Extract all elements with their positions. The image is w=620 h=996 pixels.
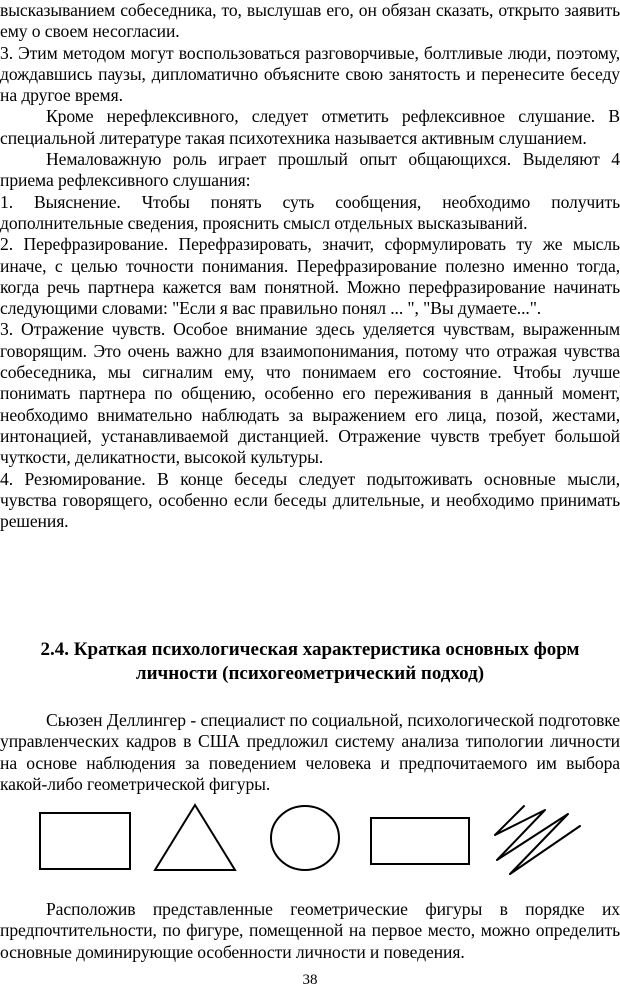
body-text-intro [0, 710, 620, 795]
rectangle-figure [371, 818, 469, 864]
paragraph-paraphrasing: 2. Перефразирование. Перефразировать, значит, сформулировать ту же мысль иначе, с целью точности понимания. Перефразирование полезно именно тогда, когда речь партнера кажется вам понятной. Можно перефразирование начинать следующими словами: "Если я вас правильно понял ... ", "Вы думаете...". [0, 234, 620, 319]
triangle-figure [155, 805, 235, 870]
paragraph-summarizing: 4. Резюмирование. В конце беседы следует подытоживать основные мысли, чувства говорящего, особенно если беседы длительные, и необходимо принимать решения. [0, 468, 620, 532]
paragraph-four-methods: Немаловажную роль играет прошлый опыт общающихся. Выделяют 4 приема рефлексивного слушания: [0, 149, 620, 191]
paragraph-reflecting-feelings: 3. Отражение чувств. Особое внимание здесь уделяется чувствам, выраженным говорящим. Это очень важно для взаимопонимания, потому что отражая чувства собеседника, мы сигналим ему, что понимаем его состояние. Чтобы лучше понимать партнера по общению, особенно его переживания в данный момент, необходимо внимательно наблюдать за выражением его лица, позой, жестами, интонацией, устанавливаемой дистанцией. Отражение чувств требует большой чуткости, деликатности, высокой культуры. [0, 319, 620, 468]
zigzag-figure [495, 806, 580, 874]
section-heading: 2.4. Краткая психологическая характеристика основных форм личности (психогеометрический подход) [40, 639, 580, 684]
geometric-figures-illustration [0, 800, 620, 880]
paragraph-clarification: 1. Выяснение. Чтобы понять суть сообщения, необходимо получить дополнительные сведения, прояснить смысл отдельных высказываний. [0, 191, 620, 233]
paragraph-reflexive-listening: Кроме нерефлексивного, следует отметить рефлексивное слушание. В специальной литературе такая психотехника называется активным слушанием. [0, 106, 620, 148]
paragraph-dellinger-intro: Сьюзен Деллингер - специалист по социальной, психологической подготовке управленческих кадров в США предложил систему анализа типологии личности на основе наблюдения за поведением человека и предпочитаемого им выбора какой-либо геометрической фигуры. [0, 710, 620, 794]
paragraph-continuation: высказыванием собеседника, то, выслушав его, он обязан сказать, открыто заявить ему о своем несогласии. [0, 0, 620, 42]
paragraph-figure-preference: Расположив представленные геометрические фигуры в порядке их предпочтительности, по фигуре, помещенной на первое место, можно определить основные доминирующие особенности личности и поведения. [0, 899, 620, 962]
circle-figure [271, 806, 339, 870]
paragraph-item-3-intro: 3. Этим методом могут воспользоваться разговорчивые, болтливые люди, поэтому, дождавшись паузы, дипломатично объясните свою занятость и перенесите беседу на другое время. [0, 42, 620, 106]
square-figure [40, 813, 130, 869]
body-text-bottom [0, 899, 620, 963]
page-number: 38 [302, 972, 318, 988]
